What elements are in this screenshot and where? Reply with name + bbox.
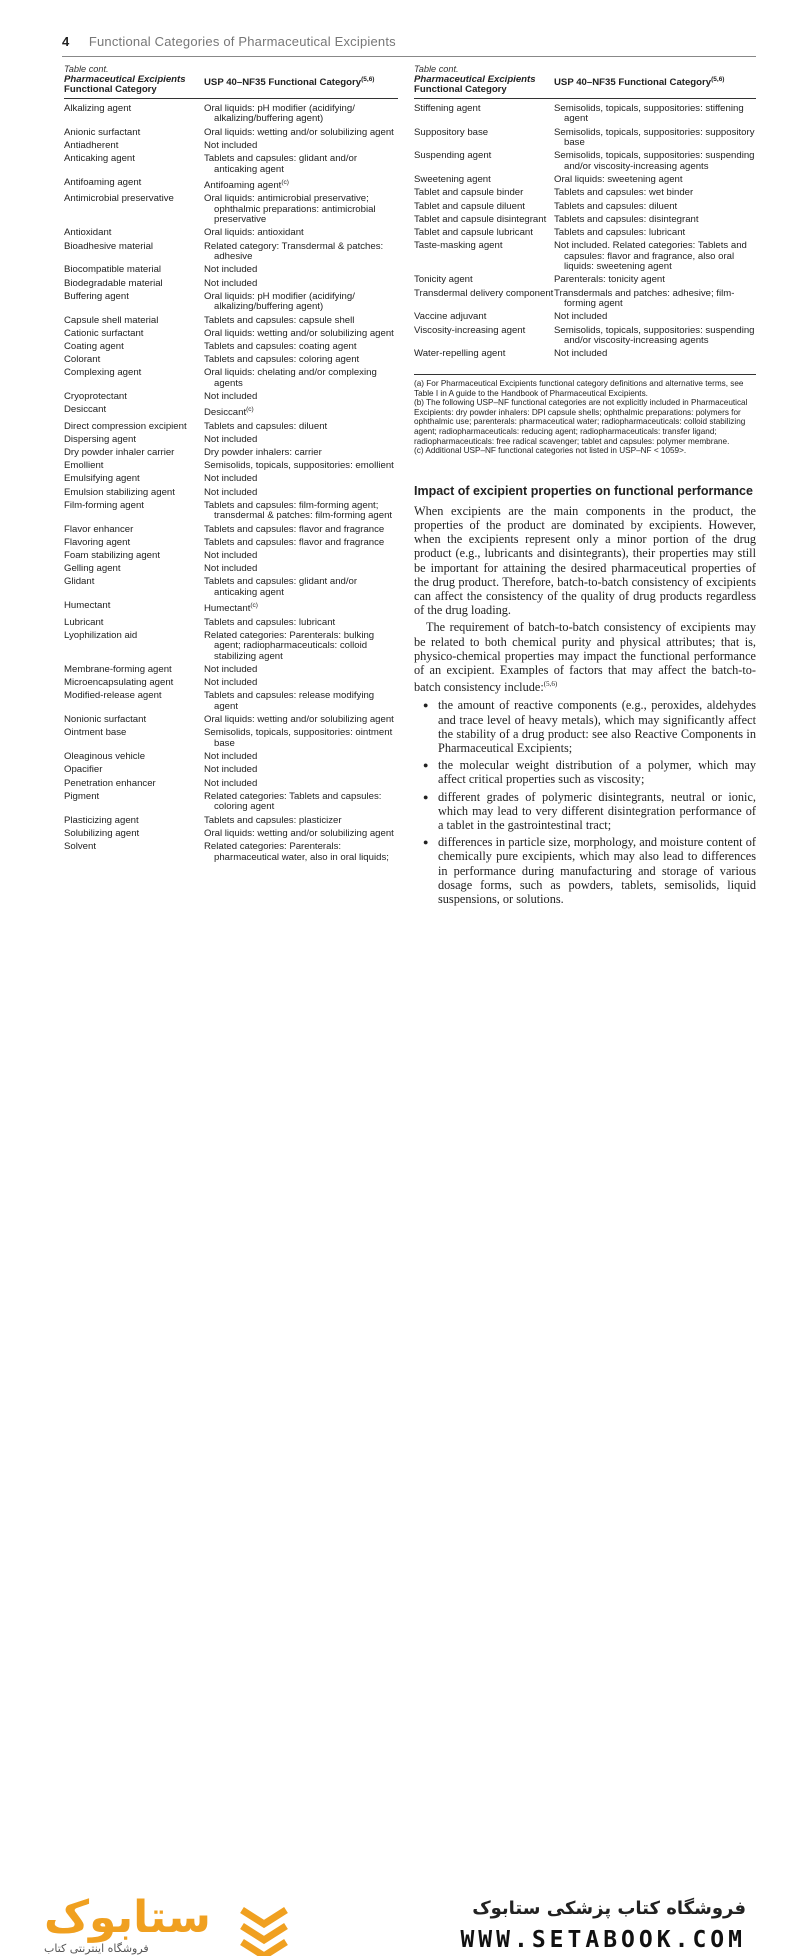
- functional-category-cell: Buffering agent: [64, 290, 129, 302]
- usp-category-cell: [554, 128, 756, 149]
- functional-category-cell: Ointment base: [64, 727, 127, 739]
- usp-category-text: Semisolids, topicals, suppositories: emollient: [204, 460, 394, 472]
- table-row: [64, 279, 398, 290]
- table-row: [64, 564, 398, 575]
- footnote: (b) The following USP–NF functional categories are not explicitly included in Pharmaceutical Excipients: dry powder inhalers: DPI capsule shells; ophthalmic preparations: polymers for ophthalmic use; parenterals: pharmaceutical water; radiopharmaceuticals: colloid stabilizing agent; radiopharmaceuticals: reducing agent; radiopharmaceuticals: transfer ligand; radiopharmaceuticals: free radical scavenger; tablet and capsules: polymer membrane.: [414, 398, 748, 446]
- table-row: [64, 355, 398, 366]
- functional-category-cell: Emulsion stabilizing agent: [64, 486, 175, 498]
- logo-mark: ستابوک: [44, 1892, 211, 1943]
- functional-category-cell: Solvent: [64, 840, 96, 852]
- usp-category-text: Tablets and capsules: lubricant: [204, 616, 336, 628]
- table-row: [64, 678, 398, 689]
- usp-category-text: Semisolids, topicals, suppositories: suppository base: [554, 126, 755, 149]
- paragraph-2-sup: (5,6): [543, 680, 558, 689]
- table-row: [64, 525, 398, 536]
- table-row: [414, 151, 756, 172]
- table-row: [64, 154, 398, 175]
- usp-category-text: Transdermals and patches: adhesive; film-forming agent: [554, 287, 735, 310]
- usp-category-cell: [554, 312, 756, 323]
- col2-header: [204, 75, 374, 96]
- usp-category-cell: [204, 488, 398, 499]
- usp-category-cell: [204, 765, 398, 776]
- usp-category-cell: [554, 215, 756, 226]
- usp-category-text: Tablets and capsules: capsule shell: [204, 314, 355, 326]
- usp-category-text: Oral liquids: antioxidant: [204, 227, 304, 239]
- usp-category-text: Not included. Related categories: Tablets and capsules: flavor and fragrance, also oral liquids: sweetening agent: [554, 240, 747, 273]
- functional-category-cell: Pigment: [64, 790, 100, 802]
- table-row: [64, 405, 398, 419]
- table-row: [414, 104, 756, 125]
- usp-category-cell: [204, 405, 398, 419]
- footnote: (c) Additional USP–NF functional categories not listed in USP–NF < 1059>.: [414, 446, 687, 456]
- usp-category-text: Semisolids, topicals, suppositories: suspending and/or viscosity-increasing agents: [554, 150, 755, 172]
- functional-category-cell: Plasticizing agent: [64, 814, 139, 826]
- usp-category-cell: [204, 154, 398, 175]
- usp-category-cell: [554, 104, 756, 125]
- functional-category-cell: Emulsifying agent: [64, 473, 140, 485]
- paragraph-2: [414, 620, 756, 694]
- functional-category-cell: Viscosity-increasing agent: [414, 324, 526, 336]
- usp-category-text: Related categories: Parenterals: bulking agent; radiopharmaceuticals: colloid stabilizing agent: [204, 629, 375, 662]
- functional-category-cell: Opacifier: [64, 764, 103, 776]
- usp-category-cell: [204, 618, 398, 629]
- functional-category-cell: Alkalizing agent: [64, 102, 132, 114]
- table-row: [64, 461, 398, 472]
- table-row: [64, 474, 398, 485]
- usp-category-cell: [204, 194, 398, 226]
- usp-category-cell: [554, 289, 756, 310]
- usp-category-text: Not included: [204, 777, 258, 789]
- usp-category-cell: [204, 779, 398, 790]
- table-cont-label: Table cont.: [64, 64, 109, 74]
- table-row: [414, 228, 756, 239]
- usp-category-text: Semisolids, topicals, suppositories: suspending and/or viscosity-increasing agents: [554, 324, 755, 347]
- usp-category-text: Not included: [204, 563, 258, 575]
- functional-category-cell: Anionic surfactant: [64, 126, 141, 138]
- usp-category-cell: [554, 241, 756, 273]
- usp-category-text: Tablets and capsules: coating agent: [204, 340, 357, 352]
- col1-header-text: Pharmaceutical Excipients: [64, 73, 186, 85]
- table-row: [64, 752, 398, 763]
- usp-category-text: Tablets and capsules: release modifying agent: [204, 690, 375, 713]
- usp-category-text: Oral liquids: wetting and/or solubilizing agent: [204, 827, 394, 839]
- usp-category-text: Tablets and capsules: coloring agent: [204, 354, 360, 366]
- usp-category-cell: [204, 728, 398, 749]
- table-row: [64, 601, 398, 615]
- usp-category-text: Not included: [554, 311, 608, 323]
- col2-header-text: USP 40–NF35 Functional Category: [204, 76, 362, 88]
- usp-category-cell: [204, 842, 398, 863]
- watermark-band: [0, 938, 786, 1955]
- usp-category-cell: [554, 228, 756, 239]
- usp-category-text: Not included: [204, 433, 258, 445]
- usp-category-cell: [204, 691, 398, 712]
- table-row: [64, 368, 398, 389]
- table-row: [414, 188, 756, 199]
- functional-category-cell: Lyophilization aid: [64, 629, 138, 641]
- usp-category-cell: [204, 265, 398, 276]
- usp-category-text: Antifoaming agent: [204, 179, 282, 191]
- usp-category-text: Semisolids, topicals, suppositories: ointment base: [204, 727, 393, 749]
- table-row: [64, 228, 398, 239]
- usp-category-cell: [204, 141, 398, 152]
- table-row: [64, 765, 398, 776]
- usp-category-text: Related categories: Tablets and capsules: coloring agent: [204, 790, 382, 813]
- logo-subtitle: فروشگاه اینترنتی کتاب: [44, 1942, 149, 1955]
- functional-category-cell: Modified-release agent: [64, 690, 162, 702]
- functional-category-cell: Film-forming agent: [64, 499, 144, 511]
- usp-category-cell: [204, 631, 398, 663]
- usp-category-cell: [204, 316, 398, 327]
- table-row: [64, 631, 398, 663]
- functional-category-cell: Oleaginous vehicle: [64, 751, 146, 763]
- usp-category-text: Not included: [204, 486, 258, 498]
- footnote: (a) For Pharmaceutical Excipients functional category definitions and alternative terms, see Table I in A guide to the Handbook of Pharmaceutical Excipients.: [414, 378, 744, 398]
- functional-category-cell: Capsule shell material: [64, 314, 159, 326]
- functional-category-cell: Suppository base: [414, 126, 489, 138]
- table-row: [64, 292, 398, 313]
- functional-category-cell: Flavor enhancer: [64, 523, 134, 535]
- usp-category-cell: [554, 188, 756, 199]
- usp-category-text: Oral liquids: wetting and/or solubilizing agent: [204, 126, 394, 138]
- functional-category-cell: Lubricant: [64, 616, 104, 628]
- list-item: ● different grades of polymeric disintegrants, neutral or ionic, which may lead to very different disintegration performance of a tablet in the gastrointestinal tract;: [438, 790, 756, 833]
- table-row: [414, 215, 756, 226]
- table-header-right: [414, 75, 756, 99]
- usp-category-cell: [204, 355, 398, 366]
- functional-category-cell: Coating agent: [64, 340, 124, 352]
- usp-category-text: Not included: [204, 473, 258, 485]
- usp-category-cell: [204, 601, 398, 615]
- table-row: [414, 312, 756, 323]
- usp-category-cell: [204, 551, 398, 562]
- functional-category-cell: Tablet and capsule diluent: [414, 200, 525, 212]
- usp-category-text: Tablets and capsules: flavor and fragrance: [204, 523, 385, 535]
- left-column: [64, 64, 398, 866]
- col2-header-right: [554, 75, 724, 96]
- table-row: [64, 242, 398, 263]
- usp-category-text: Oral liquids: pH modifier (acidifying/ alkalizing/buffering agent): [204, 102, 355, 125]
- col1-header-text-right: Pharmaceutical Excipients: [414, 73, 536, 85]
- table-row: [64, 691, 398, 712]
- usp-category-cell: [204, 474, 398, 485]
- right-table-body: [414, 104, 756, 360]
- usp-category-cell: [554, 151, 756, 172]
- table-row: [64, 265, 398, 276]
- usp-category-cell: [204, 665, 398, 676]
- table-row: [64, 829, 398, 840]
- col1-header-sub: Functional Category: [64, 84, 157, 96]
- table-row: [414, 326, 756, 347]
- col2-header-text-right: USP 40–NF35 Functional Category: [554, 76, 712, 88]
- col2-header-sup-right: (5,6): [711, 75, 725, 83]
- usp-category-cell: [554, 202, 756, 213]
- usp-category-text: Oral liquids: wetting and/or solubilizing agent: [204, 714, 394, 726]
- functional-category-cell: Colorant: [64, 354, 101, 366]
- store-info: [460, 1898, 746, 1953]
- store-url[interactable]: WWW.SETABOOK.COM: [460, 1927, 746, 1953]
- chevron-logo-icon: [236, 1900, 292, 1956]
- usp-category-cell: [204, 792, 398, 813]
- functional-category-cell: Emollient: [64, 460, 104, 472]
- functional-category-cell: Foam stabilizing agent: [64, 549, 160, 561]
- table-row: [414, 128, 756, 149]
- functional-category-cell: Suspending agent: [414, 150, 492, 162]
- usp-category-cell: [204, 752, 398, 763]
- usp-category-text: Not included: [204, 764, 258, 776]
- section-heading: Impact of excipient properties on functional performance: [414, 483, 753, 498]
- functional-category-cell: Anticaking agent: [64, 152, 135, 164]
- usp-category-text: Not included: [204, 139, 258, 151]
- col1-header-sub-right: Functional Category: [414, 84, 507, 96]
- functional-category-cell: Water-repelling agent: [414, 348, 506, 360]
- usp-category-text: Not included: [204, 549, 258, 561]
- functional-category-cell: Direct compression excipient: [64, 420, 187, 432]
- usp-category-cell: [204, 242, 398, 263]
- usp-category-text: Parenterals: tonicity agent: [554, 274, 665, 286]
- table-row: [414, 241, 756, 273]
- usp-category-cell: [554, 326, 756, 347]
- table-row: [64, 792, 398, 813]
- usp-category-cell: [204, 461, 398, 472]
- usp-category-text: Not included: [554, 348, 608, 360]
- functional-category-cell: Vaccine adjuvant: [414, 311, 487, 323]
- usp-category-cell: [204, 715, 398, 726]
- col1-header: [64, 75, 204, 96]
- functional-category-cell: Sweetening agent: [414, 174, 491, 186]
- col2-header-sup: (5,6): [361, 75, 375, 83]
- usp-category-cell: [204, 368, 398, 389]
- table-row: [64, 816, 398, 827]
- table-row: [64, 715, 398, 726]
- functional-category-cell: Complexing agent: [64, 367, 142, 379]
- table-row: [64, 194, 398, 226]
- paragraph-2-text: The requirement of batch-to-batch consistency of excipients may be related to both chemical purity and physical attributes; that is, physico-chemical properties may impact the functional performance of an excipient. Examples of factors that may affect the batch-to-batch consistency include:: [414, 620, 756, 695]
- table-row: [64, 141, 398, 152]
- usp-category-text: Dry powder inhalers: carrier: [204, 447, 322, 459]
- usp-category-text: Oral liquids: chelating and/or complexing agents: [204, 367, 377, 389]
- table-row: [414, 175, 756, 186]
- usp-category-text: Tablets and capsules: diluent: [204, 420, 328, 432]
- usp-category-text: Oral liquids: sweetening agent: [554, 174, 683, 186]
- table-row: [64, 665, 398, 676]
- section-body: [414, 504, 756, 695]
- usp-category-text: Tablets and capsules: disintegrant: [554, 213, 699, 225]
- table-header: [64, 75, 398, 99]
- usp-category-cell: [204, 564, 398, 575]
- functional-category-cell: Biocompatible material: [64, 264, 162, 276]
- table-row: [64, 618, 398, 629]
- usp-category-text: Not included: [204, 677, 258, 689]
- usp-category-text: Not included: [204, 664, 258, 676]
- usp-category-cell: [204, 292, 398, 313]
- usp-category-text: Oral liquids: pH modifier (acidifying/ alkalizing/buffering agent): [204, 290, 355, 313]
- footnote-marker: (c): [281, 178, 289, 186]
- functional-category-cell: Antiadherent: [64, 139, 119, 151]
- usp-category-cell: [204, 228, 398, 239]
- usp-category-text: Tablets and capsules: wet binder: [554, 187, 694, 199]
- col1-header-right: [414, 75, 554, 96]
- functional-category-cell: Solubilizing agent: [64, 827, 140, 839]
- usp-category-cell: [204, 525, 398, 536]
- usp-category-cell: [204, 577, 398, 598]
- functional-category-cell: Antifoaming agent: [64, 176, 142, 188]
- usp-category-cell: [554, 275, 756, 286]
- functional-category-cell: Penetration enhancer: [64, 777, 156, 789]
- usp-category-cell: [204, 342, 398, 353]
- usp-category-cell: [204, 422, 398, 433]
- page-number: 4: [62, 34, 70, 49]
- functional-category-cell: Stiffening agent: [414, 102, 481, 114]
- functional-category-cell: Dry powder inhaler carrier: [64, 447, 175, 459]
- usp-category-cell: [204, 538, 398, 549]
- footnote-marker: (c): [250, 602, 258, 610]
- left-table-body: [64, 104, 398, 863]
- functional-category-cell: Antioxidant: [64, 227, 112, 239]
- running-header: [62, 34, 396, 49]
- functional-category-cell: Humectant: [64, 600, 111, 612]
- usp-category-cell: [204, 392, 398, 403]
- store-name: فروشگاه کتاب پزشکی ستابوک: [472, 1898, 746, 1919]
- functional-category-cell: Flavoring agent: [64, 536, 131, 548]
- table-row: [64, 329, 398, 340]
- table-row: [414, 349, 756, 360]
- paragraph-1: When excipients are the main components in the product, the properties of the product are dominated by excipients. However, when the excipients represent only a minor portion of the drug product (e.g., lubricants and disintegrants), their properties may still be important for attaining the desired pharmaceutical properties of the drug product. Therefore, batch-to-batch consistency of excipients can affect the consistency of the quality of drug products regardless of the drug loading.: [414, 503, 756, 618]
- functional-category-cell: Dispersing agent: [64, 433, 136, 445]
- table-footnotes: [414, 374, 756, 456]
- usp-category-text: Humectant: [204, 603, 251, 615]
- usp-category-text: Not included: [204, 751, 258, 763]
- table-row: [64, 342, 398, 353]
- usp-category-text: Related categories: Parenterals: pharmaceutical water, also in oral liquids;: [204, 840, 389, 863]
- functional-category-cell: Tonicity agent: [414, 274, 473, 286]
- usp-category-text: Oral liquids: antimicrobial preservative; ophthalmic preparations: antimicrobial preservative: [204, 193, 376, 226]
- table-row: [64, 488, 398, 499]
- usp-category-text: Tablets and capsules: plasticizer: [204, 814, 342, 826]
- table-row: [64, 577, 398, 598]
- table-row: [64, 842, 398, 863]
- usp-category-text: Desiccant: [204, 407, 247, 419]
- table-cont-label-right: Table cont.: [414, 64, 459, 74]
- usp-category-cell: [554, 175, 756, 186]
- usp-category-cell: [204, 829, 398, 840]
- functional-category-cell: Tablet and capsule disintegrant: [414, 213, 547, 225]
- table-row: [64, 728, 398, 749]
- usp-category-text: Semisolids, topicals, suppositories: stiffening agent: [554, 102, 744, 125]
- usp-category-text: Tablets and capsules: glidant and/or anticaking agent: [204, 152, 358, 175]
- usp-category-text: Not included: [204, 264, 258, 276]
- usp-category-cell: [204, 329, 398, 340]
- functional-category-cell: Transdermal delivery component: [414, 287, 554, 299]
- functional-category-cell: Cationic surfactant: [64, 327, 144, 339]
- functional-category-cell: Membrane-forming agent: [64, 664, 172, 676]
- table-row: [64, 501, 398, 522]
- usp-category-cell: [204, 501, 398, 522]
- usp-category-text: Not included: [204, 277, 258, 289]
- usp-category-text: Tablets and capsules: lubricant: [554, 226, 686, 238]
- usp-category-cell: [204, 816, 398, 827]
- table-row: [64, 128, 398, 139]
- functional-category-cell: Nonionic surfactant: [64, 714, 147, 726]
- table-row: [64, 448, 398, 459]
- table-row: [64, 779, 398, 790]
- table-row: [64, 178, 398, 192]
- list-item: ● differences in particle size, morphology, and moisture content of chemically pure excipients, which may also lead to differences in performance during manufacturing and storage of various dosage forms, such as powders, tablets, semisolids, liquid suspensions, or solutions.: [438, 835, 756, 906]
- table-row: [414, 275, 756, 286]
- running-title: Functional Categories of Pharmaceutical Excipients: [88, 34, 396, 49]
- usp-category-cell: [204, 178, 398, 192]
- functional-category-cell: Antimicrobial preservative: [64, 193, 174, 205]
- table-row: [414, 289, 756, 310]
- usp-category-cell: [204, 128, 398, 139]
- factor-list: [414, 698, 756, 906]
- setabook-logo: [44, 1892, 211, 1955]
- table-row: [64, 538, 398, 549]
- header-rule: [62, 56, 756, 57]
- usp-category-text: Oral liquids: wetting and/or solubilizing agent: [204, 327, 394, 339]
- usp-category-text: Tablets and capsules: diluent: [554, 200, 678, 212]
- usp-category-cell: [204, 279, 398, 290]
- usp-category-text: Not included: [204, 391, 258, 403]
- table-row: [64, 104, 398, 125]
- usp-category-text: Tablets and capsules: film-forming agent; transdermal & patches: film-forming agent: [204, 499, 393, 522]
- table-row: [414, 202, 756, 213]
- table-row: [64, 435, 398, 446]
- right-column: [414, 64, 756, 909]
- table-row: [64, 392, 398, 403]
- usp-category-cell: [204, 104, 398, 125]
- functional-category-cell: Bioadhesive material: [64, 240, 154, 252]
- functional-category-cell: Desiccant: [64, 404, 107, 416]
- table-row: [64, 551, 398, 562]
- usp-category-text: Tablets and capsules: glidant and/or anticaking agent: [204, 576, 358, 598]
- functional-category-cell: Biodegradable material: [64, 277, 163, 289]
- functional-category-cell: Glidant: [64, 576, 95, 588]
- functional-category-cell: Cryoprotectant: [64, 391, 127, 403]
- usp-category-cell: [204, 678, 398, 689]
- usp-category-cell: [204, 448, 398, 459]
- functional-category-cell: Gelling agent: [64, 563, 121, 575]
- list-item: ● the molecular weight distribution of a polymer, which may affect critical properties such as viscosity;: [438, 758, 756, 786]
- table-row: [64, 316, 398, 327]
- table-row: [64, 422, 398, 433]
- footnote-marker: (c): [246, 406, 254, 414]
- functional-category-cell: Microencapsulating agent: [64, 677, 174, 689]
- usp-category-text: Tablets and capsules: flavor and fragrance: [204, 536, 385, 548]
- functional-category-cell: Taste-masking agent: [414, 240, 503, 252]
- list-item: ● the amount of reactive components (e.g., peroxides, aldehydes and trace level of heavy metals), which may significantly affect the stability of a drug product: see also Reactive Components in Pharmaceutical Excipients;: [438, 698, 756, 755]
- functional-category-cell: Tablet and capsule lubricant: [414, 226, 533, 238]
- functional-category-cell: Tablet and capsule binder: [414, 187, 524, 199]
- usp-category-cell: [204, 435, 398, 446]
- usp-category-text: Related category: Transdermal & patches: adhesive: [204, 240, 384, 263]
- usp-category-cell: [554, 349, 756, 360]
